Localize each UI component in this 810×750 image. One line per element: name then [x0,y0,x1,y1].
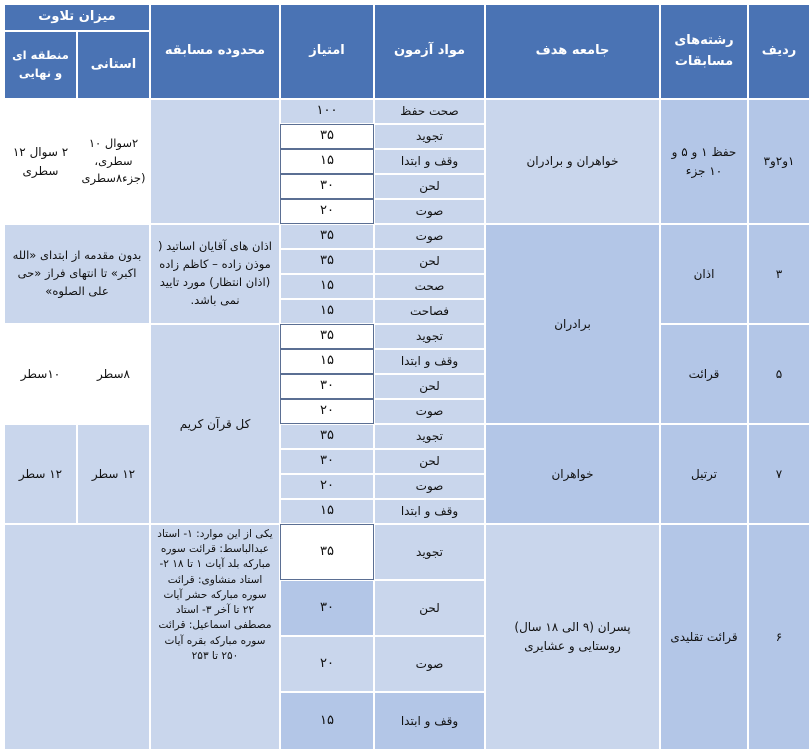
subject-cell: لحن [374,174,485,199]
points-cell: ۱۵ [280,149,374,174]
points-cell: ۳۵ [280,324,374,349]
regional-cell: ۱۰سطر [4,324,77,424]
points-cell: ۳۵ [280,124,374,149]
points-cell: ۱۵ [280,349,374,374]
points-cell: ۳۵ [280,524,374,580]
provincial-cell: ۱۲ سطر [77,424,150,524]
category-cell: حفظ ۱ و ۵ و ۱۰ جزء [660,99,748,224]
points-cell: ۱۵ [280,499,374,524]
points-cell: ۳۰ [280,580,374,636]
subject-cell: وقف و ابتدا [374,349,485,374]
category-cell: قرائت تقلیدی [660,524,748,750]
subject-cell: وقف و ابتدا [374,149,485,174]
points-cell: ۱۵ [280,274,374,299]
subject-cell: لحن [374,374,485,399]
target-cell: خواهران [485,424,660,524]
subject-cell: تجوید [374,124,485,149]
row-number: ۱و۲و۳ [748,99,810,224]
subject-cell: تجوید [374,524,485,580]
subject-cell: تجوید [374,424,485,449]
points-cell: ۲۰ [280,636,374,692]
subject-cell: صوت [374,636,485,692]
header-target: جامعه هدف [485,4,660,99]
header-points: امتیاز [280,4,374,99]
header-regional: منطقه ای و نهایی [4,31,77,99]
recitation-cell [4,524,150,750]
row-number: ۷ [748,424,810,524]
points-cell: ۱۰۰ [280,99,374,124]
target-cell: پسران (۹ الی ۱۸ سال) روستایی و عشایری [485,524,660,750]
subject-cell: لحن [374,449,485,474]
scope-cell [150,99,280,224]
competition-table [4,4,810,750]
header-category: رشته‌های مسابقات [660,4,748,99]
scope-cell: یکی از این موارد: ۱- استاد عبدالباسط: قرائت سوره مبارکه بلد آیات ۱ تا ۱۸ ۲- استاد منشاوی: قرائت سوره مبارکه حشر آیات ۲۲ تا آخر ۳- استاد مصطفی اسماعیل: قرائت سوره مبارکه بقره آیات ۲۵۰ تا ۲۵۳ [150,524,280,750]
header-subjects: مواد آزمون [374,4,485,99]
points-cell: ۳۰ [280,374,374,399]
points-cell: ۳۵ [280,424,374,449]
row-number: ۳ [748,224,810,324]
points-cell: ۱۵ [280,299,374,324]
recitation-cell: بدون مقدمه از ابتدای «الله اکبر» تا انتهای فراز «حی علی الصلوه» [4,224,150,324]
points-cell: ۱۵ [280,692,374,750]
subject-cell: وقف و ابتدا [374,499,485,524]
scope-cell: اذان های آقایان اساتید ( موذن زاده – کاظم زاده (اذان انتظار) مورد تایید نمی باشد. [150,224,280,324]
subject-cell: لحن [374,249,485,274]
target-cell: برادران [485,224,660,424]
category-cell: ترتیل [660,424,748,524]
header-row: ردیف [748,4,810,99]
header-recitation: میزان تلاوت [4,4,150,31]
points-cell: ۳۵ [280,249,374,274]
row-number: ۶ [748,524,810,750]
category-cell: اذان [660,224,748,324]
points-cell: ۲۰ [280,399,374,424]
subject-cell: صحت حفظ [374,99,485,124]
subject-cell: تجوید [374,324,485,349]
header-provincial: استانی [77,31,150,99]
header-scope: محدوده مسابقه [150,4,280,99]
points-cell: ۲۰ [280,199,374,224]
points-cell: ۳۰ [280,174,374,199]
regional-cell: ۲ سوال ۱۲ سطری [4,99,77,224]
points-cell: ۳۵ [280,224,374,249]
subject-cell: صوت [374,399,485,424]
target-cell: خواهران و برادران [485,99,660,224]
subject-cell: صحت [374,274,485,299]
provincial-cell: ۲سوال ۱۰ سطری، (جزء۸سطری [77,99,150,224]
subject-cell: صوت [374,224,485,249]
subject-cell: وقف و ابتدا [374,692,485,750]
scope-cell: کل قرآن کریم [150,324,280,524]
points-cell: ۲۰ [280,474,374,499]
subject-cell: صوت [374,474,485,499]
subject-cell: فصاحت [374,299,485,324]
points-cell: ۳۰ [280,449,374,474]
category-cell: قرائت [660,324,748,424]
subject-cell: لحن [374,580,485,636]
row-number: ۵ [748,324,810,424]
provincial-cell: ۸سطر [77,324,150,424]
subject-cell: صوت [374,199,485,224]
regional-cell: ۱۲ سطر [4,424,77,524]
